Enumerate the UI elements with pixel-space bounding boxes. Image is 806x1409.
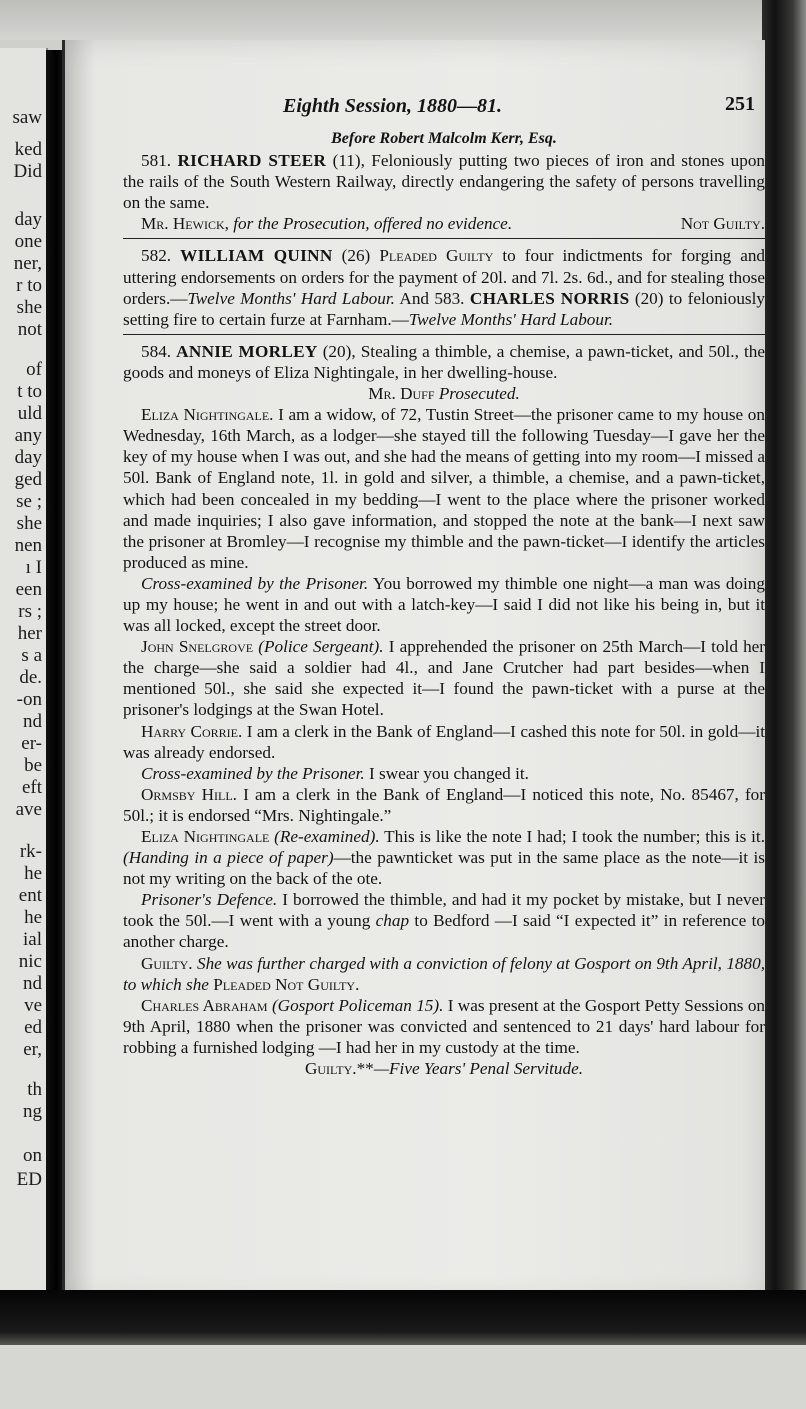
left-page-fragment: ner, [13, 253, 42, 274]
witness-name: Eliza Nightingale. [141, 405, 274, 425]
prosecutor-line [123, 383, 765, 404]
defence-chap: chap [375, 911, 410, 931]
left-page-fragment: she [16, 297, 42, 318]
left-page-fragment: on [23, 1145, 42, 1166]
page-number: 251 [725, 93, 755, 115]
left-page-fragment: se ; [16, 491, 42, 512]
left-page-fragment: any [14, 425, 42, 446]
charge-text: Feloniously putting two pieces of iron and stones upon the rails of the South Western Railway, directly endangering the safety of persons travelling on the same. [123, 151, 766, 213]
testimony-text: I am a widow, of 72, Tustin Street—the prisoner came to my house on Wednesday, 16th March, as a lodger—she stayed till the following Tuesday—I gave her the key of my house when I was out, and she had the means of getting into my room—I missed a 50l. Bank of England note, 1l. in gold and silver, a thimble, a chemise, and a pawn-ticket, which had been concealed in my bedding—I went to the place where the prisoner worked and made inquiries; I also gave information, and stopped the note at the bank—I next saw the prisoner at Bromley—I recognise my thimble and the pawn-ticket—I identify the articles produced as mine. [123, 405, 765, 572]
defendant-name: WILLIAM QUINN [180, 246, 333, 266]
testimony-text: I am a clerk in the Bank of England—I noticed this note, No. 85467, for 50l.; it is endorsed “Mrs. Nightingale.” [123, 784, 766, 825]
left-page-fragment: ng [23, 1101, 42, 1122]
defendant-age-583: (20) [634, 288, 664, 308]
left-page-fragment: r to [16, 275, 42, 296]
left-page-fragment: one [14, 231, 42, 252]
left-page-fragment: ed [24, 1017, 42, 1038]
case-581-counsel [123, 213, 765, 234]
left-page-fragment: ave [15, 799, 42, 820]
testimony-text: This is like the note I had; I took the number; this is it. [384, 827, 765, 846]
case-581 [123, 150, 765, 213]
court-line: Before Robert Malcolm Kerr, Esq. [331, 130, 557, 147]
testimony-text: I apprehended the prisoner on 25th March—I told her the charge—she said a soldier had 4l., and Jane Crutcher had part besides—when I mentioned 50l., she said she expected it—I found the pawn-ticket with a purse at the prisoner's lodgings at the Swan Hotel. [123, 637, 766, 720]
book-edge-right [762, 0, 806, 1409]
witness-role: (Police Sergeant). [258, 637, 384, 657]
left-page-fragment: Did [13, 161, 42, 182]
left-page-fragment: ged [14, 469, 42, 490]
defence-label: Prisoner's Defence. [141, 890, 278, 910]
final-verdict-word: Guilty.** [304, 1059, 374, 1079]
left-page-fragment: eft [21, 777, 42, 798]
left-page-fragment: -on [16, 689, 42, 710]
testimony-eliza-reexamined [123, 826, 765, 889]
final-verdict [123, 1058, 765, 1079]
left-page-fragment: day [14, 447, 42, 468]
left-page-fragment: uld [17, 403, 42, 424]
testimony-text: I swear you changed it. [369, 763, 529, 783]
case-number: 584. [141, 341, 172, 361]
running-title: Eighth Session, 1880—81. [283, 95, 502, 117]
testimony-aside: (Handing in a piece of paper) [123, 848, 334, 868]
left-page-fragment: t to [17, 381, 42, 402]
witness-name: John Snelgrove [141, 637, 254, 657]
left-page-fragment: he [24, 863, 42, 884]
testimony-text: I was present at the Gosport Petty Sessions on 9th April, 1880 when the prisoner was convicted and sentenced to 21 days' hard labour for robbing a furnished lodging —I had her in my custody at the time. [123, 995, 766, 1057]
testimony-text: You borrowed my thimble one night—a man was doing up my house; he went in and out with a latch-key—I said I did not like his being in, but it was all locked, except the street door. [123, 573, 765, 636]
counsel-text: for the Prosecution, offered no evidence. [233, 214, 513, 234]
verdict: Guilty. [141, 953, 193, 973]
left-page-fragment: he [24, 907, 42, 928]
prosecutor-text: Prosecuted. [438, 384, 520, 404]
charge-text: to four indictments for forging and uttering endorsements on orders for the payment of 20l. and 7l. 2s. 6d., and for stealing those orders.— [123, 246, 766, 308]
left-page-fragment: een [15, 579, 42, 600]
defendant-age: (11), [332, 151, 365, 171]
case-583-intro: And 583. [399, 288, 465, 308]
testimony-abraham [123, 995, 765, 1058]
left-page-fragment: rk- [19, 841, 42, 862]
further-plea: Pleaded Not Guilty. [213, 974, 360, 994]
defendant-name-583: CHARLES NORRIS [469, 288, 630, 308]
sentence-583: Twelve Months' Hard Labour. [408, 309, 614, 329]
cross-examination-2 [123, 763, 765, 784]
testimony-hill [123, 784, 765, 826]
defendant-age: (26) [341, 246, 371, 266]
scan-background-bottom [0, 1345, 806, 1409]
scan-background-top [0, 0, 806, 40]
left-page-fragment: nic [18, 951, 42, 972]
cross-label: Cross-examined by the Prisoner. [141, 573, 369, 593]
defence-text: I borrowed the thimble, and had it my pocket by mistake, but I never took the 50l.—I went with a young [123, 890, 766, 931]
left-page-fragment: er, [23, 1039, 42, 1060]
left-page-fragment: ked [14, 139, 42, 160]
witness-name: Ormsby Hill. [141, 784, 237, 804]
running-head [123, 90, 765, 128]
counsel-name: Mr. Hewick, [141, 214, 229, 234]
left-page-fragment: ial [23, 929, 42, 950]
case-number: 581. [141, 151, 172, 171]
facing-page-left [0, 48, 48, 1310]
page-content [123, 90, 765, 1079]
cross-label: Cross-examined by the Prisoner. [141, 763, 365, 783]
left-page-fragment: th [27, 1079, 42, 1100]
witness-name: Eliza Nightingale [141, 827, 270, 846]
case-584 [123, 341, 765, 383]
charge-text: Stealing a thimble, a chemise, a pawn-ticket, and 50l., the goods and moneys of Eliza Nightingale, in her dwelling-house. [123, 341, 765, 382]
left-page-fragment: nd [23, 973, 42, 994]
plea: Pleaded Guilty [379, 246, 494, 266]
sentence: Twelve Months' Hard Labour. [187, 288, 395, 308]
left-page-fragment: of [26, 359, 42, 380]
left-page-fragment: ent [18, 885, 42, 906]
testimony-snelgrove [123, 636, 765, 720]
left-page-fragment: her [17, 623, 42, 644]
testimony-text-cont: —the pawnticket was put in the same place as the note—it is not my writing on the back of the ote. [123, 848, 765, 889]
left-page-fragment: s a [21, 645, 42, 666]
left-page-fragment: ED [16, 1169, 42, 1190]
divider-rule [123, 238, 765, 239]
defence-text-cont: to Bedford —I said “I expected it” in reference to another charge. [123, 911, 765, 952]
document-page [62, 40, 765, 1302]
left-page-fragment: not [17, 319, 42, 340]
prisoner-defence [123, 889, 765, 952]
left-page-fragment: rs ; [18, 601, 42, 622]
testimony-corrie [123, 721, 765, 763]
witness-role: (Gosport Policeman 15). [271, 995, 444, 1015]
witness-role: (Re-examined). [274, 827, 380, 846]
left-page-fragment: be [24, 755, 42, 776]
case-582 [123, 245, 765, 329]
left-page-fragment: nd [23, 711, 42, 732]
prosecutor-name: Mr. Duff [368, 384, 435, 404]
further-charge: She was further charged with a conviction of felony at Gosport on 9th April, 1880, to which she [123, 953, 765, 994]
defendant-name: RICHARD STEER [177, 151, 327, 171]
final-sentence: —Five Years' Penal Servitude. [373, 1059, 584, 1079]
divider-rule [123, 334, 765, 335]
verdict: Not Guilty. [680, 214, 765, 234]
left-page-fragment: she [16, 513, 42, 534]
left-page-fragment: ve [24, 995, 42, 1016]
defendant-age: (20), [322, 341, 356, 361]
left-page-fragment: er- [21, 733, 42, 754]
left-page-fragment: ı I [25, 557, 42, 578]
testimony-text: I am a clerk in the Bank of England—I cashed this note for 50l. in gold—it was already endorsed. [123, 721, 765, 762]
cross-examination [123, 573, 765, 636]
left-page-fragment: saw [12, 107, 42, 128]
case-number: 582. [141, 246, 172, 266]
testimony-eliza [123, 404, 765, 573]
witness-name: Charles Abraham [141, 995, 268, 1015]
defendant-name: ANNIE MORLEY [176, 341, 318, 361]
left-page-fragment: nen [14, 535, 42, 556]
verdict-line [123, 953, 765, 995]
left-page-fragment: de. [19, 667, 42, 688]
charge-text-583: to feloniously setting fire to certain furze at Farnham.— [123, 288, 765, 329]
left-page-fragment: day [14, 209, 42, 230]
witness-name: Harry Corrie. [141, 721, 243, 741]
